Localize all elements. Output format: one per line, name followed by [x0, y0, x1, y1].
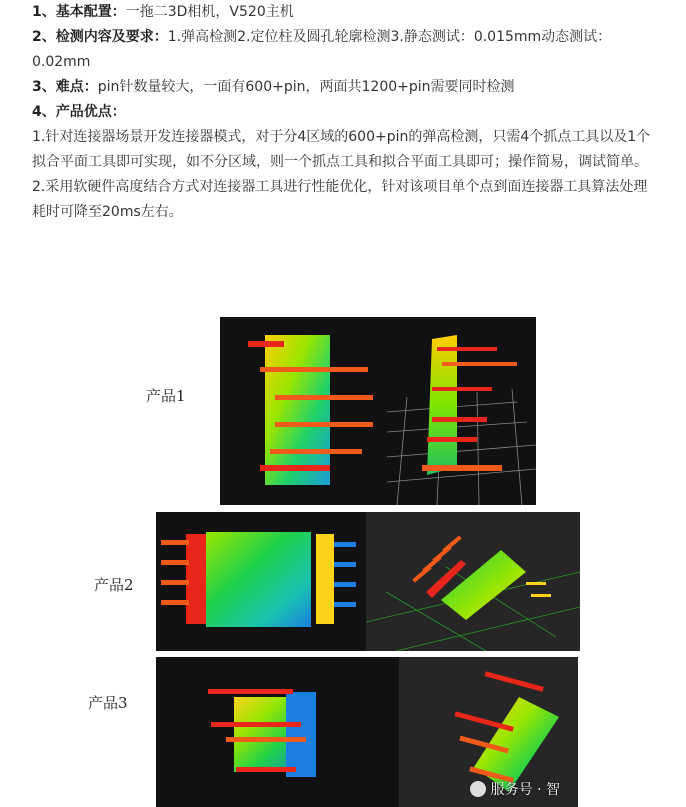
- section-inspection-content: 2、检测内容及要求：1.弹高检测2.定位柱及圆孔轮廓检测3.静态测试：0.015mm动态测试：0.02mm: [32, 29, 612, 70]
- advantage-paragraph-2: 2.采用软硬件高度结合方式对连接器工具进行性能优化，针对该项目单个点到面连接器工具算法处理耗时可降至20ms左右。: [32, 179, 648, 220]
- section-basic-config: 1、基本配置：一拖二3D相机，V520主机: [32, 4, 294, 20]
- section-difficulty: 3、难点：pin针数量较大，一面有600+pin，两面共1200+pin需要同时检测: [32, 79, 515, 95]
- article-text: [32, 0, 658, 225]
- watermark: 服务号 · 智: [470, 779, 560, 799]
- wechat-service-icon: [470, 781, 486, 797]
- section-advantages: 4、产品优点：: [32, 104, 126, 120]
- product-2-label: 产品2: [94, 576, 134, 594]
- product-3-side-image: [399, 657, 578, 807]
- product-1-side-image: [387, 317, 536, 505]
- product-1-label: 产品1: [146, 387, 186, 405]
- product-3-label: 产品3: [88, 694, 128, 712]
- product-2-side-image: [366, 512, 580, 651]
- advantage-paragraph-1: 1.针对连接器场景开发连接器模式，对于分4区域的600+pin的弹高检测，只需4个抓点工具以及1个拟合平面工具即可实现，如不分区域，则一个抓点工具和拟合平面工具即可；操作简易，调试简单。: [32, 129, 651, 170]
- product-1-front-image: [220, 317, 387, 505]
- product-3-front-image: [156, 657, 399, 807]
- product-2-front-image: [156, 512, 366, 651]
